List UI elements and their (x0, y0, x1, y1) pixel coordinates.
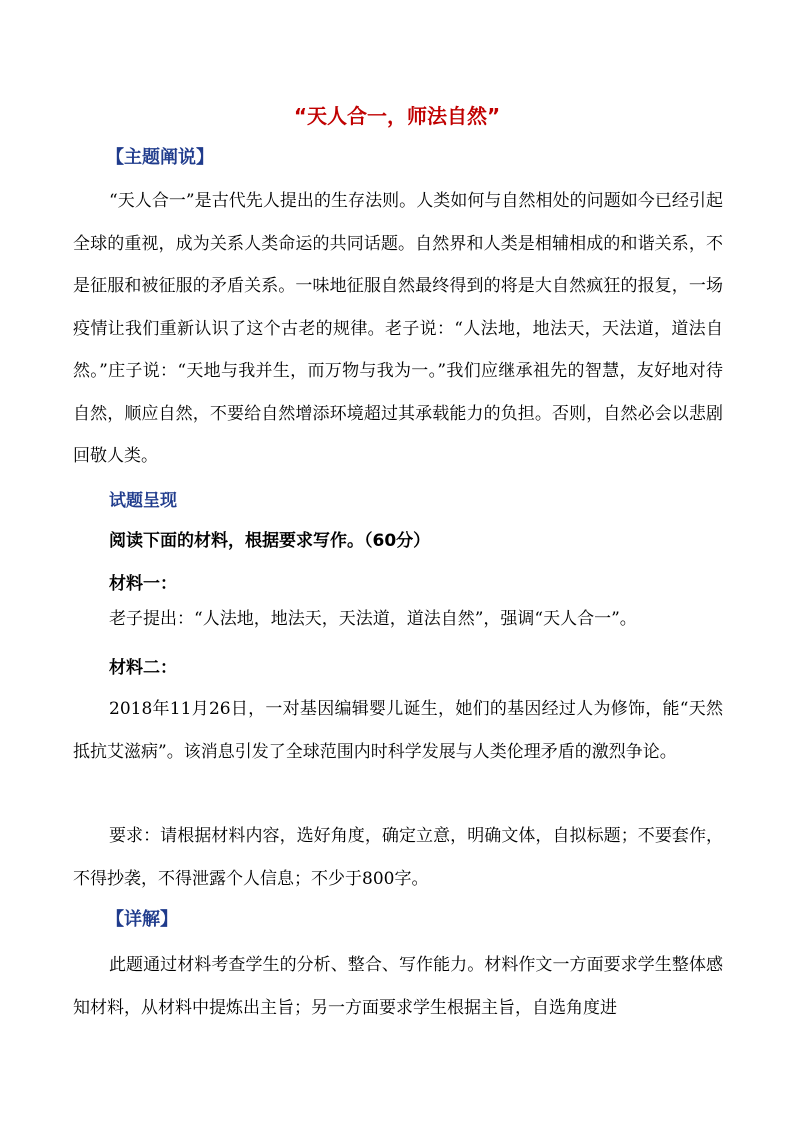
document-title: “天人合一，师法自然” (293, 104, 501, 128)
material-two-label: 材料二： (109, 658, 177, 678)
theme-paragraph: “天人合一”是古代先人提出的生存法则。人类如何与自然相处的问题如今已经引起全球的重视，成为关系人类命运的共同话题。自然界和人类是相辅相成的和谐关系，不是征服和被征服的矛盾关系。一味地征服自然最终得到的将是大自然疯狂的报复，一场疫情让我们重新认识了这个古老的规律。老子说：“人法地，地法天，天法道，道法自然。”庄子说：“天地与我并生，而万物与我为一。”我们应继承祖先的智慧，友好地对待自然，顺应自然，不要给自然增添环境超过其承载能力的负担。否则，自然必会以悲剧回敬人类。 (73, 191, 723, 466)
requirements-text: 要求：请根据材料内容，选好角度，确定立意，明确文体，自拟标题；不要套作，不得抄袭，不得泄露个人信息；不少于800字。 (73, 826, 723, 889)
section-heading-theme: 【主题阐说】 (106, 147, 214, 168)
explain-paragraph: 此题通过材料考查学生的分析、整合、写作能力。材料作文一方面要求学生整体感知材料，从材料中提炼出主旨；另一方面要求学生根据主旨，自选角度进 (73, 955, 723, 1018)
section-heading-question: 试题呈现 (109, 491, 177, 511)
section-heading-explain: 【详解】 (106, 909, 178, 930)
material-one-text: 老子提出：“人法地，地法天，天法道，道法自然”，强调“天人合一”。 (109, 609, 637, 629)
writing-instruction: 阅读下面的材料，根据要求写作。（60分） (109, 531, 431, 551)
material-two-text: 2018年11月26日，一对基因编辑婴儿诞生，她们的基因经过人为修饰，能“天然抵抗艾滋病”。该消息引发了全球范围内时科学发展与人类伦理矛盾的激烈争论。 (73, 699, 723, 762)
material-one-label: 材料一： (109, 574, 177, 594)
